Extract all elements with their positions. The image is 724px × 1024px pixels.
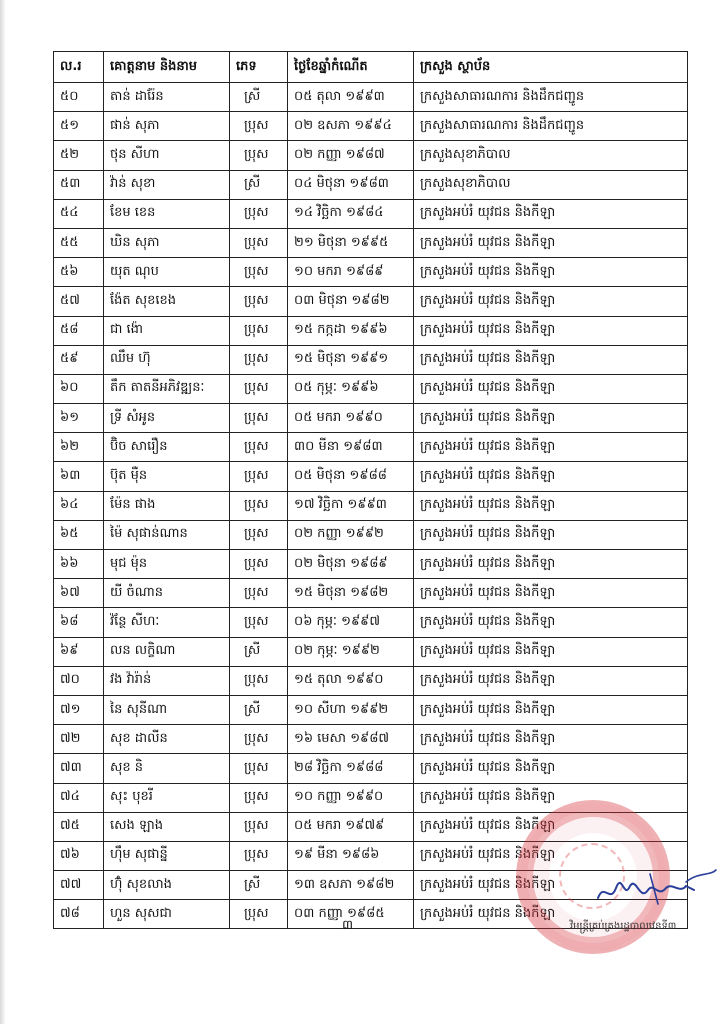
cell-gender: ប្រុស (230, 258, 288, 287)
cell-full-name: សុខ និ (104, 754, 230, 783)
cell-gender: ប្រុស (230, 287, 288, 316)
table-row (54, 287, 688, 316)
cell-full-name: ឃិន សុភា (104, 228, 230, 257)
cell-birth-date: ១៥ មិថុនា ១៩៨២ (288, 579, 414, 608)
cell-row-number: ៥៩ (54, 345, 104, 374)
cell-ministry: ក្រសួងអប់រំ យុវជន និងកីឡា (414, 695, 688, 724)
cell-gender: ស្រី (230, 83, 288, 112)
cell-row-number: ៦០ (54, 374, 104, 403)
cell-ministry: ក្រសួងអប់រំ យុវជន និងកីឡា (414, 462, 688, 491)
cell-ministry: ក្រសួងអប់រំ យុវជន និងកីឡា (414, 754, 688, 783)
cell-full-name: សុះ បុខរី (104, 783, 230, 812)
cell-full-name: នៃ សុនីណា (104, 695, 230, 724)
cell-full-name: ម៉ែន ផាង (104, 491, 230, 520)
cell-row-number: ៦៣ (54, 462, 104, 491)
cell-ministry: ក្រសួងអប់រំ យុវជន និងកីឡា (414, 287, 688, 316)
cell-ministry: ក្រសួងអប់រំ យុវជន និងកីឡា (414, 666, 688, 695)
signer-title: វិមន្ត្រីគ្រប់គ្រងរដ្ឋបាលវេនទី៣ (570, 921, 677, 932)
table-row (54, 374, 688, 403)
cell-birth-date: ០៦ កុម្ភៈ ១៩៩៧ (288, 608, 414, 637)
table-row (54, 170, 688, 199)
cell-gender: ប្រុស (230, 345, 288, 374)
cell-ministry: ក្រសួងអប់រំ យុវជន និងកីឡា (414, 433, 688, 462)
cell-ministry: ក្រសួងអប់រំ យុវជន និងកីឡា (414, 228, 688, 257)
cell-full-name: វង វ៉ារ៉ាន់ (104, 666, 230, 695)
cell-row-number: ៧៨ (54, 900, 104, 929)
cell-full-name: វ៉ន្ថែ សីហៈ (104, 608, 230, 637)
cell-row-number: ៥០ (54, 83, 104, 112)
cell-birth-date: ០២ ឧសភា ១៩៩៤ (288, 112, 414, 141)
table-row (54, 608, 688, 637)
cell-birth-date: ០៤ មិថុនា ១៩៨៣ (288, 170, 414, 199)
cell-row-number: ៦៧ (54, 579, 104, 608)
cell-birth-date: ១០ សីហា ១៩៩២ (288, 695, 414, 724)
cell-birth-date: ១៧ វិច្ឆិកា ១៩៩៣ (288, 491, 414, 520)
cell-gender: ប្រុស (230, 374, 288, 403)
cell-row-number: ៧២ (54, 725, 104, 754)
cell-ministry: ក្រសួងអប់រំ យុវជន និងកីឡា (414, 374, 688, 403)
cell-full-name: យុត ណុប (104, 258, 230, 287)
table-row (54, 199, 688, 228)
cell-row-number: ៥៨ (54, 316, 104, 345)
table-row (54, 258, 688, 287)
cell-birth-date: ១៦ មេសា ១៩៨៧ (288, 725, 414, 754)
cell-row-number: ៧០ (54, 666, 104, 695)
table-row (54, 112, 688, 141)
cell-row-number: ៦១ (54, 404, 104, 433)
cell-full-name: តាន់ ដារ៉ែន (104, 83, 230, 112)
cell-row-number: ៥៦ (54, 258, 104, 287)
cell-full-name: វ៉ាន់ សុខា (104, 170, 230, 199)
cell-birth-date: ០២ មិថុនា ១៩៨៩ (288, 550, 414, 579)
header-birth-date: ថ្ងៃខែឆ្នាំកំណើត (288, 52, 414, 83)
cell-gender: ប្រុស (230, 608, 288, 637)
table-row (54, 754, 688, 783)
cell-row-number: ៦៩ (54, 637, 104, 666)
cell-row-number: ៦៦ (54, 550, 104, 579)
cell-row-number: ៥៥ (54, 228, 104, 257)
cell-gender: ប្រុស (230, 783, 288, 812)
personnel-table (53, 51, 688, 929)
cell-row-number: ៦៨ (54, 608, 104, 637)
cell-ministry: ក្រសួងអប់រំ យុវជន និងកីឡា (414, 871, 688, 900)
cell-ministry: ក្រសួងសុខាភិបាល (414, 170, 688, 199)
cell-gender: ប្រុស (230, 666, 288, 695)
table-row (54, 725, 688, 754)
table-row (54, 491, 688, 520)
cell-full-name: ឈឹម ហ៊ុ (104, 345, 230, 374)
cell-birth-date: ២១ មិថុនា ១៩៩៥ (288, 228, 414, 257)
table-row (54, 666, 688, 695)
cell-full-name: ប៊ិច សារឿន (104, 433, 230, 462)
table-row (54, 345, 688, 374)
cell-gender: ប្រុស (230, 841, 288, 870)
table-row (54, 462, 688, 491)
cell-gender: ប្រុស (230, 550, 288, 579)
cell-gender: ប្រុស (230, 725, 288, 754)
cell-gender: ប្រុស (230, 316, 288, 345)
cell-birth-date: ៣០ មីនា ១៩៨៣ (288, 433, 414, 462)
cell-birth-date: ០២ កុម្ភៈ ១៩៩២ (288, 637, 414, 666)
cell-gender: ស្រី (230, 637, 288, 666)
cell-row-number: ៦២ (54, 433, 104, 462)
cell-birth-date: ១៩ មីនា ១៩៨៦ (288, 841, 414, 870)
cell-birth-date: ០២ កញ្ញា ១៩៨៧ (288, 141, 414, 170)
cell-full-name: សុខ ដាលីន (104, 725, 230, 754)
cell-birth-date: ១៥ តុលា ១៩៩០ (288, 666, 414, 695)
cell-ministry: ក្រសួងអប់រំ យុវជន និងកីឡា (414, 404, 688, 433)
cell-row-number: ៥៣ (54, 170, 104, 199)
cell-ministry: ក្រសួងអប់រំ យុវជន និងកីឡា (414, 841, 688, 870)
cell-row-number: ៥២ (54, 141, 104, 170)
cell-row-number: ៥១ (54, 112, 104, 141)
table-row (54, 228, 688, 257)
cell-full-name: សេង ឡាង (104, 812, 230, 841)
cell-gender: ប្រុស (230, 404, 288, 433)
cell-gender: ប្រុស (230, 520, 288, 549)
cell-gender: ប្រុស (230, 228, 288, 257)
cell-birth-date: ១៥ មិថុនា ១៩៩១ (288, 345, 414, 374)
header-number: ល.រ (54, 52, 104, 83)
cell-full-name: តឹក តាតនីអភិវឌ្ឍនៈ (104, 374, 230, 403)
cell-birth-date: ០៣ មិថុនា ១៩៨២ (288, 287, 414, 316)
cell-full-name: ហួន សុសជា (104, 900, 230, 929)
cell-ministry: ក្រសួងសាធារណការ និងដឹកជញ្ជូន (414, 112, 688, 141)
cell-ministry: ក្រសួងសាធារណការ និងដឹកជញ្ជូន (414, 83, 688, 112)
cell-birth-date: ០៥ មករា ១៩៧៩ (288, 812, 414, 841)
cell-full-name: ម៉ៃ សុផាន់ណាន (104, 520, 230, 549)
cell-birth-date: ១៥ កក្កដា ១៩៩៦ (288, 316, 414, 345)
cell-gender: ប្រុស (230, 579, 288, 608)
cell-gender: ប្រុស (230, 754, 288, 783)
handwritten-signature (590, 864, 720, 914)
cell-gender: ប្រុស (230, 900, 288, 929)
cell-ministry: ក្រសួងអប់រំ យុវជន និងកីឡា (414, 316, 688, 345)
cell-gender: ប្រុស (230, 433, 288, 462)
cell-gender: ប្រុស (230, 491, 288, 520)
cell-birth-date: ០៥ មករា ១៩៩០ (288, 404, 414, 433)
page-number: ៣ (342, 918, 354, 933)
cell-ministry: ក្រសួងអប់រំ យុវជន និងកីឡា (414, 725, 688, 754)
cell-gender: ស្រី (230, 170, 288, 199)
cell-row-number: ៦៥ (54, 520, 104, 549)
cell-ministry: ក្រសួងអប់រំ យុវជន និងកីឡា (414, 783, 688, 812)
cell-full-name: ទ្រី សំអូន (104, 404, 230, 433)
cell-full-name: ហ៊ុំ សុខលាង (104, 871, 230, 900)
cell-ministry: ក្រសួងអប់រំ យុវជន និងកីឡា (414, 491, 688, 520)
header-full-name: គោត្តនាម និងនាម (104, 52, 230, 83)
cell-row-number: ៧១ (54, 695, 104, 724)
cell-birth-date: ០៣ កញ្ញា ១៩៨៥ (288, 900, 414, 929)
cell-gender: ប្រុស (230, 199, 288, 228)
cell-ministry: ក្រសួងអប់រំ យុវជន និងកីឡា (414, 900, 688, 929)
cell-row-number: ៥៧ (54, 287, 104, 316)
cell-ministry: ក្រសួងអប់រំ យុវជន និងកីឡា (414, 608, 688, 637)
cell-row-number: ៧៧ (54, 871, 104, 900)
cell-full-name: យី ចំណាន (104, 579, 230, 608)
cell-gender: ស្រី (230, 695, 288, 724)
table-row (54, 404, 688, 433)
table-row (54, 83, 688, 112)
cell-gender: ប្រុស (230, 112, 288, 141)
cell-row-number: ៧៥ (54, 812, 104, 841)
cell-birth-date: ២៨ វិច្ឆិកា ១៩៨៨ (288, 754, 414, 783)
table-row (54, 695, 688, 724)
cell-full-name: លន លក្ខិណា (104, 637, 230, 666)
cell-full-name: ង៉ែត សុខខេង (104, 287, 230, 316)
cell-ministry: ក្រសួងអប់រំ យុវជន និងកីឡា (414, 579, 688, 608)
cell-full-name: មុជ ម៉ុន (104, 550, 230, 579)
cell-birth-date: ០៥ កុម្ភៈ ១៩៩៦ (288, 374, 414, 403)
cell-gender: ប្រុស (230, 141, 288, 170)
cell-full-name: ជា ង៉ោ (104, 316, 230, 345)
cell-gender: ប្រុស (230, 462, 288, 491)
table-row (54, 433, 688, 462)
cell-full-name: ប៊ុត ម៉ឺន (104, 462, 230, 491)
cell-ministry: ក្រសួងអប់រំ យុវជន និងកីឡា (414, 199, 688, 228)
cell-birth-date: ០៥ តុលា ១៩៩៣ (288, 83, 414, 112)
cell-birth-date: ១៤ វិច្ឆិកា ១៩៨៤ (288, 199, 414, 228)
cell-ministry: ក្រសួងអប់រំ យុវជន និងកីឡា (414, 812, 688, 841)
cell-gender: ប្រុស (230, 812, 288, 841)
page-edge-shadow (0, 0, 6, 1024)
cell-full-name: ខែម ខេន (104, 199, 230, 228)
cell-full-name: ហ៊ឹម សុផាន្នី (104, 841, 230, 870)
table-row (54, 579, 688, 608)
table-row (54, 550, 688, 579)
cell-birth-date: ១៣ ឧសភា ១៩៨២ (288, 871, 414, 900)
cell-ministry: ក្រសួងអប់រំ យុវជន និងកីឡា (414, 550, 688, 579)
cell-gender: ស្រី (230, 871, 288, 900)
cell-row-number: ៥៤ (54, 199, 104, 228)
cell-ministry: ក្រសួងសុខាភិបាល (414, 141, 688, 170)
cell-birth-date: ១០ មករា ១៩៨៩ (288, 258, 414, 287)
header-ministry: ក្រសួង ស្ថាប័ន (414, 52, 688, 83)
cell-ministry: ក្រសួងអប់រំ យុវជន និងកីឡា (414, 258, 688, 287)
cell-ministry: ក្រសួងអប់រំ យុវជន និងកីឡា (414, 637, 688, 666)
cell-row-number: ៧៦ (54, 841, 104, 870)
cell-row-number: ៧៣ (54, 754, 104, 783)
table-row (54, 316, 688, 345)
cell-birth-date: ១០ កញ្ញា ១៩៩០ (288, 783, 414, 812)
cell-full-name: ផាន់ សុភា (104, 112, 230, 141)
table-row (54, 141, 688, 170)
header-gender: ភេទ (230, 52, 288, 83)
table-header-row (54, 52, 688, 83)
table-row (54, 520, 688, 549)
table-row (54, 637, 688, 666)
cell-row-number: ៧៤ (54, 783, 104, 812)
cell-birth-date: ០៥ មិថុនា ១៩៨៨ (288, 462, 414, 491)
cell-birth-date: ០២ កញ្ញា ១៩៩២ (288, 520, 414, 549)
cell-row-number: ៦៤ (54, 491, 104, 520)
cell-ministry: ក្រសួងអប់រំ យុវជន និងកីឡា (414, 345, 688, 374)
cell-full-name: ថុន សីហា (104, 141, 230, 170)
cell-ministry: ក្រសួងអប់រំ យុវជន និងកីឡា (414, 520, 688, 549)
